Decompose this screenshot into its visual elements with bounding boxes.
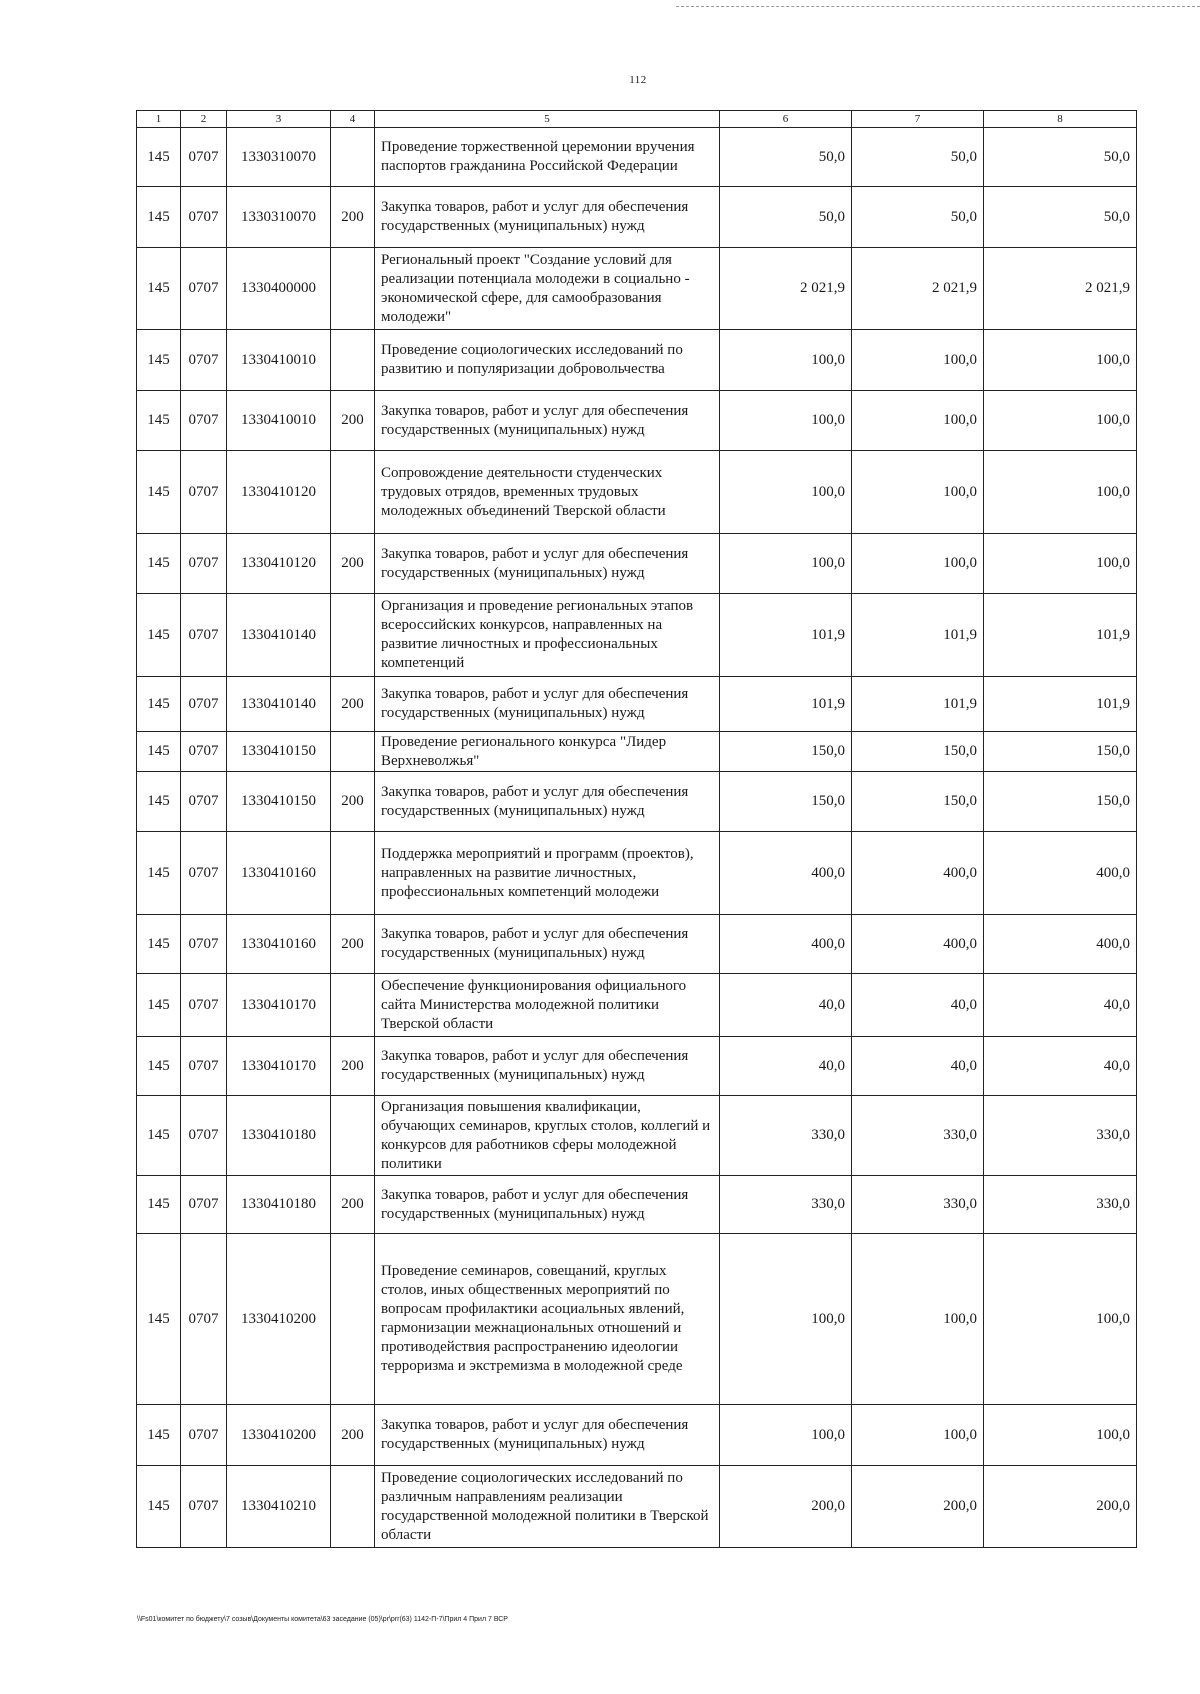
amount-col7-cell: 2 021,9 <box>852 248 984 330</box>
item-name-cell: Региональный проект "Создание условий для реализации потенциала молодежи в социально - экономической сфере, для самообразования молодежи" <box>375 248 720 330</box>
amount-col7-cell: 100,0 <box>852 451 984 534</box>
expense-type-cell: 200 <box>331 534 375 594</box>
target-code-cell: 1330410170 <box>227 974 331 1037</box>
item-name-cell: Закупка товаров, работ и услуг для обеспечения государственных (муниципальных) нужд <box>375 187 720 248</box>
expense-type-cell <box>331 732 375 772</box>
amount-col6-cell: 100,0 <box>720 451 852 534</box>
amount-col6-cell: 101,9 <box>720 677 852 732</box>
amount-col8-cell: 100,0 <box>984 451 1137 534</box>
amount-col7-cell: 330,0 <box>852 1176 984 1234</box>
amount-col8-cell: 100,0 <box>984 330 1137 391</box>
expense-type-cell <box>331 128 375 187</box>
expense-type-cell: 200 <box>331 1037 375 1096</box>
amount-col8-cell: 101,9 <box>984 594 1137 677</box>
admin-code-cell: 145 <box>137 330 181 391</box>
amount-col8-cell: 200,0 <box>984 1466 1137 1548</box>
amount-col6-cell: 40,0 <box>720 1037 852 1096</box>
table-row <box>137 1037 1137 1096</box>
amount-col7-cell: 100,0 <box>852 1234 984 1405</box>
amount-col7-cell: 40,0 <box>852 974 984 1037</box>
expense-type-cell <box>331 1466 375 1548</box>
amount-col7-cell: 50,0 <box>852 128 984 187</box>
table-row <box>137 1405 1137 1466</box>
expense-type-cell: 200 <box>331 772 375 832</box>
amount-col8-cell: 50,0 <box>984 128 1137 187</box>
section-code-cell: 0707 <box>181 248 227 330</box>
amount-col7-cell: 100,0 <box>852 1405 984 1466</box>
target-code-cell: 1330410210 <box>227 1466 331 1548</box>
table-row <box>137 594 1137 677</box>
table-row <box>137 1466 1137 1548</box>
expense-type-cell: 200 <box>331 1405 375 1466</box>
amount-col7-cell: 400,0 <box>852 915 984 974</box>
table-row <box>137 1176 1137 1234</box>
admin-code-cell: 145 <box>137 128 181 187</box>
section-code-cell: 0707 <box>181 451 227 534</box>
amount-col6-cell: 40,0 <box>720 974 852 1037</box>
amount-col8-cell: 40,0 <box>984 974 1137 1037</box>
admin-code-cell: 145 <box>137 1466 181 1548</box>
column-header-4: 4 <box>331 111 375 128</box>
column-header-7: 7 <box>852 111 984 128</box>
admin-code-cell: 145 <box>137 772 181 832</box>
item-name-cell: Сопровождение деятельности студенческих трудовых отрядов, временных трудовых молодежных объединений Тверской области <box>375 451 720 534</box>
section-code-cell: 0707 <box>181 128 227 187</box>
admin-code-cell: 145 <box>137 1234 181 1405</box>
amount-col8-cell: 150,0 <box>984 732 1137 772</box>
section-code-cell: 0707 <box>181 1466 227 1548</box>
item-name-cell: Закупка товаров, работ и услуг для обеспечения государственных (муниципальных) нужд <box>375 1405 720 1466</box>
admin-code-cell: 145 <box>137 187 181 248</box>
target-code-cell: 1330410010 <box>227 391 331 451</box>
section-code-cell: 0707 <box>181 1176 227 1234</box>
amount-col6-cell: 150,0 <box>720 732 852 772</box>
amount-col8-cell: 100,0 <box>984 1234 1137 1405</box>
section-code-cell: 0707 <box>181 391 227 451</box>
amount-col6-cell: 330,0 <box>720 1096 852 1176</box>
table-row <box>137 1096 1137 1176</box>
expense-type-cell <box>331 330 375 391</box>
item-name-cell: Поддержка мероприятий и программ (проектов), направленных на развитие личностных, профессиональных компетенций молодежи <box>375 832 720 915</box>
admin-code-cell: 145 <box>137 594 181 677</box>
target-code-cell: 1330410180 <box>227 1096 331 1176</box>
target-code-cell: 1330410120 <box>227 451 331 534</box>
admin-code-cell: 145 <box>137 451 181 534</box>
item-name-cell: Организация повышения квалификации, обучающих семинаров, круглых столов, коллегий и конкурсов для работников сферы молодежной политики <box>375 1096 720 1176</box>
amount-col6-cell: 400,0 <box>720 832 852 915</box>
table-row <box>137 772 1137 832</box>
admin-code-cell: 145 <box>137 974 181 1037</box>
amount-col8-cell: 101,9 <box>984 677 1137 732</box>
section-code-cell: 0707 <box>181 772 227 832</box>
admin-code-cell: 145 <box>137 1096 181 1176</box>
target-code-cell: 1330410160 <box>227 832 331 915</box>
amount-col7-cell: 200,0 <box>852 1466 984 1548</box>
column-header-2: 2 <box>181 111 227 128</box>
admin-code-cell: 145 <box>137 248 181 330</box>
amount-col8-cell: 400,0 <box>984 915 1137 974</box>
target-code-cell: 1330400000 <box>227 248 331 330</box>
admin-code-cell: 145 <box>137 677 181 732</box>
amount-col6-cell: 100,0 <box>720 1405 852 1466</box>
target-code-cell: 1330410150 <box>227 772 331 832</box>
amount-col7-cell: 101,9 <box>852 677 984 732</box>
target-code-cell: 1330410170 <box>227 1037 331 1096</box>
expense-type-cell <box>331 451 375 534</box>
target-code-cell: 1330310070 <box>227 128 331 187</box>
amount-col6-cell: 2 021,9 <box>720 248 852 330</box>
amount-col7-cell: 150,0 <box>852 772 984 832</box>
amount-col6-cell: 100,0 <box>720 534 852 594</box>
section-code-cell: 0707 <box>181 187 227 248</box>
amount-col7-cell: 50,0 <box>852 187 984 248</box>
amount-col8-cell: 100,0 <box>984 391 1137 451</box>
amount-col6-cell: 100,0 <box>720 330 852 391</box>
target-code-cell: 1330410150 <box>227 732 331 772</box>
item-name-cell: Проведение торжественной церемонии вручения паспортов гражданина Российской Федерации <box>375 128 720 187</box>
table-row <box>137 451 1137 534</box>
item-name-cell: Проведение социологических исследований по развитию и популяризации добровольчества <box>375 330 720 391</box>
table-row <box>137 534 1137 594</box>
table-row <box>137 974 1137 1037</box>
admin-code-cell: 145 <box>137 391 181 451</box>
target-code-cell: 1330410140 <box>227 677 331 732</box>
section-code-cell: 0707 <box>181 832 227 915</box>
amount-col6-cell: 100,0 <box>720 1234 852 1405</box>
amount-col6-cell: 150,0 <box>720 772 852 832</box>
page-number: 112 <box>629 74 647 86</box>
amount-col7-cell: 330,0 <box>852 1096 984 1176</box>
expense-type-cell <box>331 1096 375 1176</box>
column-header-3: 3 <box>227 111 331 128</box>
amount-col6-cell: 200,0 <box>720 1466 852 1548</box>
table-row <box>137 1234 1137 1405</box>
target-code-cell: 1330410160 <box>227 915 331 974</box>
table-row <box>137 391 1137 451</box>
expense-type-cell <box>331 594 375 677</box>
table-row <box>137 187 1137 248</box>
column-header-1: 1 <box>137 111 181 128</box>
column-header-6: 6 <box>720 111 852 128</box>
section-code-cell: 0707 <box>181 974 227 1037</box>
admin-code-cell: 145 <box>137 915 181 974</box>
amount-col8-cell: 50,0 <box>984 187 1137 248</box>
target-code-cell: 1330410010 <box>227 330 331 391</box>
table-row <box>137 732 1137 772</box>
table-row <box>137 128 1137 187</box>
table-row <box>137 915 1137 974</box>
item-name-cell: Закупка товаров, работ и услуг для обеспечения государственных (муниципальных) нужд <box>375 772 720 832</box>
section-code-cell: 0707 <box>181 1037 227 1096</box>
amount-col6-cell: 100,0 <box>720 391 852 451</box>
amount-col7-cell: 400,0 <box>852 832 984 915</box>
item-name-cell: Организация и проведение региональных этапов всероссийских конкурсов, направленных на развитие личностных и профессиональных компетенций <box>375 594 720 677</box>
target-code-cell: 1330410140 <box>227 594 331 677</box>
expense-type-cell <box>331 974 375 1037</box>
section-code-cell: 0707 <box>181 1405 227 1466</box>
column-header-8: 8 <box>984 111 1137 128</box>
target-code-cell: 1330410120 <box>227 534 331 594</box>
amount-col7-cell: 101,9 <box>852 594 984 677</box>
table-row <box>137 677 1137 732</box>
item-name-cell: Проведение семинаров, совещаний, круглых столов, иных общественных мероприятий по вопросам профилактики асоциальных явлений, гармонизации межнациональных отношений и противодействия распространению идеологии терроризма и экстремизма в молодежной среде <box>375 1234 720 1405</box>
item-name-cell: Закупка товаров, работ и услуг для обеспечения государственных (муниципальных) нужд <box>375 534 720 594</box>
amount-col7-cell: 150,0 <box>852 732 984 772</box>
table-row <box>137 330 1137 391</box>
amount-col6-cell: 50,0 <box>720 187 852 248</box>
amount-col6-cell: 101,9 <box>720 594 852 677</box>
item-name-cell: Закупка товаров, работ и услуг для обеспечения государственных (муниципальных) нужд <box>375 915 720 974</box>
expense-type-cell <box>331 1234 375 1405</box>
expense-type-cell: 200 <box>331 677 375 732</box>
amount-col8-cell: 330,0 <box>984 1096 1137 1176</box>
amount-col8-cell: 100,0 <box>984 1405 1137 1466</box>
expense-type-cell <box>331 832 375 915</box>
amount-col7-cell: 100,0 <box>852 330 984 391</box>
item-name-cell: Проведение социологических исследований по различным направлениям реализации государственной молодежной политики в Тверской области <box>375 1466 720 1548</box>
table-row <box>137 832 1137 915</box>
section-code-cell: 0707 <box>181 594 227 677</box>
expense-type-cell: 200 <box>331 915 375 974</box>
section-code-cell: 0707 <box>181 330 227 391</box>
budget-table <box>136 110 1137 1548</box>
section-code-cell: 0707 <box>181 915 227 974</box>
target-code-cell: 1330310070 <box>227 187 331 248</box>
admin-code-cell: 145 <box>137 1176 181 1234</box>
amount-col8-cell: 330,0 <box>984 1176 1137 1234</box>
expense-type-cell <box>331 248 375 330</box>
admin-code-cell: 145 <box>137 832 181 915</box>
amount-col7-cell: 100,0 <box>852 534 984 594</box>
amount-col6-cell: 400,0 <box>720 915 852 974</box>
expense-type-cell: 200 <box>331 187 375 248</box>
amount-col7-cell: 40,0 <box>852 1037 984 1096</box>
amount-col8-cell: 2 021,9 <box>984 248 1137 330</box>
scan-top-rule <box>676 6 1200 7</box>
amount-col8-cell: 400,0 <box>984 832 1137 915</box>
amount-col7-cell: 100,0 <box>852 391 984 451</box>
item-name-cell: Закупка товаров, работ и услуг для обеспечения государственных (муниципальных) нужд <box>375 1037 720 1096</box>
section-code-cell: 0707 <box>181 1096 227 1176</box>
admin-code-cell: 145 <box>137 732 181 772</box>
table-row <box>137 248 1137 330</box>
amount-col8-cell: 100,0 <box>984 534 1137 594</box>
target-code-cell: 1330410200 <box>227 1234 331 1405</box>
target-code-cell: 1330410200 <box>227 1405 331 1466</box>
target-code-cell: 1330410180 <box>227 1176 331 1234</box>
amount-col6-cell: 330,0 <box>720 1176 852 1234</box>
item-name-cell: Закупка товаров, работ и услуг для обеспечения государственных (муниципальных) нужд <box>375 1176 720 1234</box>
column-header-5: 5 <box>375 111 720 128</box>
amount-col6-cell: 50,0 <box>720 128 852 187</box>
admin-code-cell: 145 <box>137 1037 181 1096</box>
item-name-cell: Закупка товаров, работ и услуг для обеспечения государственных (муниципальных) нужд <box>375 677 720 732</box>
item-name-cell: Закупка товаров, работ и услуг для обеспечения государственных (муниципальных) нужд <box>375 391 720 451</box>
expense-type-cell: 200 <box>331 391 375 451</box>
expense-type-cell: 200 <box>331 1176 375 1234</box>
section-code-cell: 0707 <box>181 732 227 772</box>
item-name-cell: Проведение регионального конкурса "Лидер Верхневолжья" <box>375 732 720 772</box>
document-file-path: \\Fs01\комитет по бюджету\7 созыв\Документы комитета\63 заседание (05)\pr\prr(63) 1142-П-7\Прил 4 Прил 7 ВСР <box>137 1616 508 1623</box>
section-code-cell: 0707 <box>181 1234 227 1405</box>
section-code-cell: 0707 <box>181 677 227 732</box>
section-code-cell: 0707 <box>181 534 227 594</box>
amount-col8-cell: 150,0 <box>984 772 1137 832</box>
header-row <box>137 111 1137 128</box>
admin-code-cell: 145 <box>137 1405 181 1466</box>
admin-code-cell: 145 <box>137 534 181 594</box>
item-name-cell: Обеспечение функционирования официального сайта Министерства молодежной политики Тверской области <box>375 974 720 1037</box>
amount-col8-cell: 40,0 <box>984 1037 1137 1096</box>
